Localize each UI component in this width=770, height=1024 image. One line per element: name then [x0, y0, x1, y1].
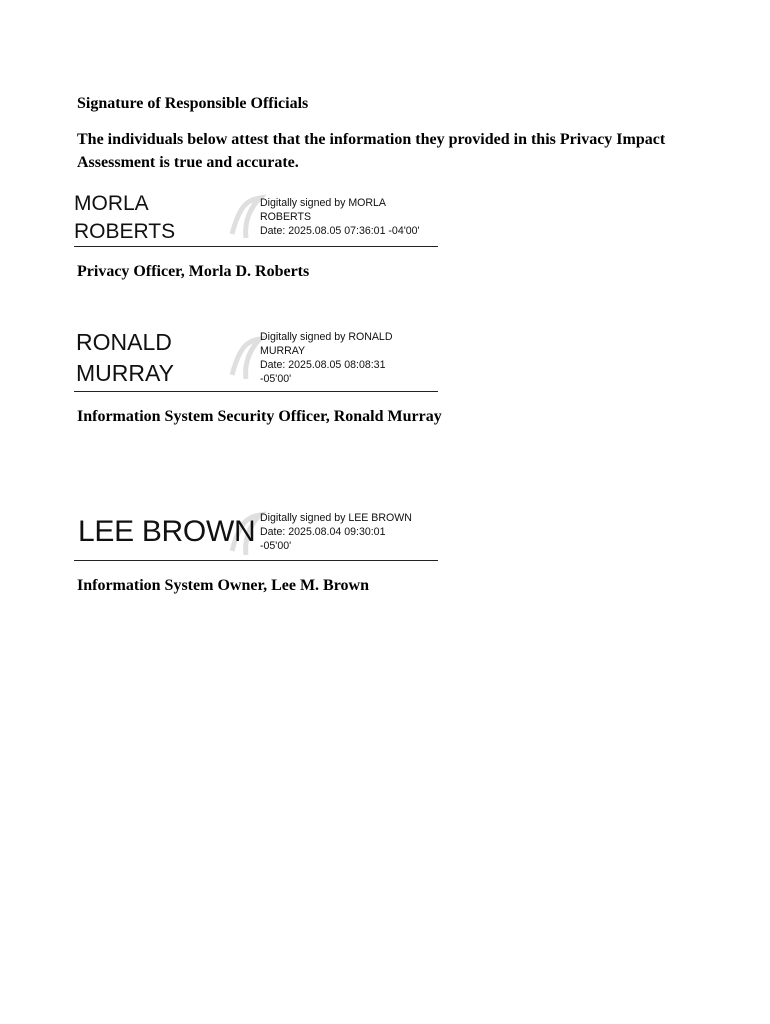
- signature-details: Digitally signed by MORLA ROBERTS Date: 2025.08.05 07:36:01 -04'00': [260, 197, 420, 237]
- digital-signature-field[interactable]: [74, 327, 438, 392]
- signer-name-stamp: LEE BROWN: [78, 515, 256, 548]
- signature-details: Digitally signed by LEE BROWN Date: 2025.08.04 09:30:01 -05'00': [260, 512, 412, 552]
- section-heading: Signature of Responsible Officials: [77, 95, 309, 112]
- signer-title: Privacy Officer, Morla D. Roberts: [77, 263, 310, 280]
- digital-signature-field[interactable]: [74, 190, 438, 247]
- signer-title: Information System Owner, Lee M. Brown: [77, 577, 369, 594]
- signature-details: Digitally signed by RONALD MURRAY Date: 2025.08.05 08:08:31 -05'00': [260, 331, 393, 385]
- digital-signature-field[interactable]: [74, 508, 438, 561]
- attestation-statement: The individuals below attest that the information they provided in this Privacy Impact Assessment is true and accurate.: [77, 131, 666, 171]
- signer-title: Information System Security Officer, Ronald Murray: [77, 408, 442, 425]
- signer-name-stamp: MORLA ROBERTS: [74, 192, 176, 243]
- signer-name-stamp: RONALD MURRAY: [76, 329, 174, 386]
